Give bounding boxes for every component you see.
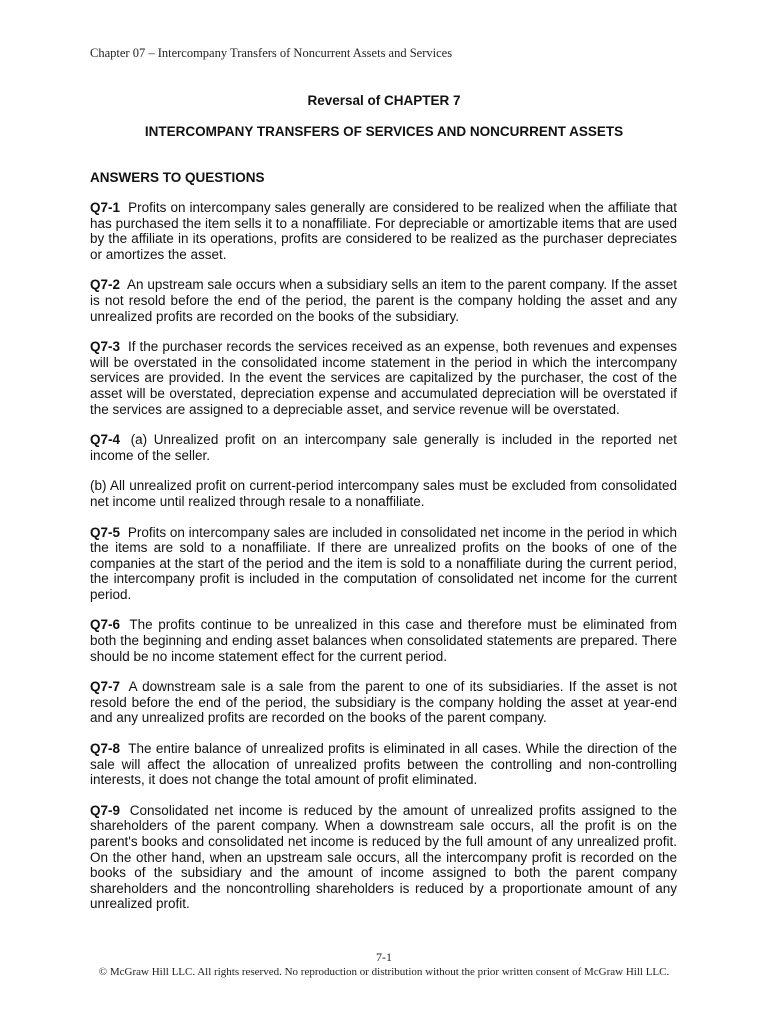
answer-q7-8 <box>90 741 677 788</box>
answer-q7-3 <box>90 339 677 417</box>
question-number: Q7-8 <box>90 741 121 757</box>
question-number: Q7-9 <box>90 802 121 818</box>
answer-q7-4b <box>90 478 677 509</box>
answer-text: A downstream sale is a sale from the parent to one of its subsidiaries. If the asset is not resold before the end of the period, the subsidiary is the company holding the asset at year-end and any unrealized profits are recorded on the books of the parent company. <box>90 679 677 726</box>
answer-q7-5 <box>90 525 677 603</box>
question-number: Q7-2 <box>90 277 121 293</box>
question-number: Q7-1 <box>90 200 121 215</box>
answer-q7-4a <box>90 432 677 463</box>
answer-q7-2 <box>90 277 677 324</box>
document-title: Reversal of CHAPTER 7 <box>307 93 461 108</box>
answer-text: Profits on intercompany sales are included in consolidated net income in the period in which the items are sold to a nonaffiliate. If there are unrealized profits on the books of one of the companies at the start of the period and the item is sold to a nonaffiliate during the current period, the intercompany profit is included in the computation of consolidated net income for the current period. <box>90 524 677 602</box>
answer-text: If the purchaser records the services received as an expense, both revenues and expenses will be overstated in the consolidated income statement in the period in which the intercompany services are provided. In the event the services are capitalized by the purchaser, the cost of the asset will be overstated, depreciation expense and accumulated depreciation will be overstated if the services are assigned to a depreciable asset, and service revenue will be overstated. <box>90 339 677 417</box>
document-subtitle: INTERCOMPANY TRANSFERS OF SERVICES AND NONCURRENT ASSETS <box>144 124 624 139</box>
section-heading: ANSWERS TO QUESTIONS <box>90 170 265 185</box>
answer-text: Consolidated net income is reduced by the amount of unrealized profits assigned to the shareholders of the parent company. When a downstream sale occurs, all the profit is on the parent's books and consolidated net income is reduced by the full amount of any unrealized profit. On the other hand, when an upstream sale occurs, all the intercompany profit is recorded on the books of the subsidiary and the amount of income assigned to both the parent company shareholders and the noncontrolling shareholders is reduced by a proportionate amount of any unrealized profit. <box>90 802 677 912</box>
question-number: Q7-6 <box>90 617 121 633</box>
answers-list <box>90 200 677 927</box>
question-number: Q7-3 <box>90 339 121 355</box>
answer-text: An upstream sale occurs when a subsidiary sells an item to the parent company. If the asset is not resold before the end of the period, the parent is the company holding the asset and any unrealized profits are recorded on the books of the subsidiary. <box>90 277 677 324</box>
page-number: 7-1 <box>376 950 392 964</box>
answer-text: (b) All unrealized profit on current-period intercompany sales must be excluded from consolidated net income until realized through resale to a nonaffiliate. <box>90 478 677 509</box>
answer-text: (a) Unrealized profit on an intercompany sale generally is included in the reported net income of the seller. <box>90 432 677 463</box>
copyright-notice: © McGraw Hill LLC. All rights reserved. No reproduction or distribution without the prior written consent of McGraw Hill LLC. <box>98 966 670 978</box>
running-header: Chapter 07 – Intercompany Transfers of Noncurrent Assets and Services <box>90 46 453 60</box>
question-number: Q7-4 <box>90 432 121 448</box>
answer-text: Profits on intercompany sales generally are considered to be realized when the affiliate that has purchased the item sells it to a nonaffiliate. For depreciable or amortizable items that are used by the affiliate in its operations, profits are considered to be realized as the purchaser depreciates or amortizes the asset. <box>90 200 677 262</box>
answer-q7-7 <box>90 679 677 726</box>
answer-text: The profits continue to be unrealized in this case and therefore must be eliminated from both the beginning and ending asset balances when consolidated statements are prepared. There should be no income statement effect for the current period. <box>90 617 677 664</box>
answer-q7-6 <box>90 617 677 664</box>
answer-q7-1 <box>90 200 677 262</box>
answer-q7-9 <box>90 803 677 912</box>
question-number: Q7-5 <box>90 524 121 540</box>
question-number: Q7-7 <box>90 679 121 695</box>
answer-text: The entire balance of unrealized profits is eliminated in all cases. While the direction of the sale will affect the allocation of unrealized profits between the controlling and non-controlling interests, it does not change the total amount of profit eliminated. <box>90 741 677 788</box>
